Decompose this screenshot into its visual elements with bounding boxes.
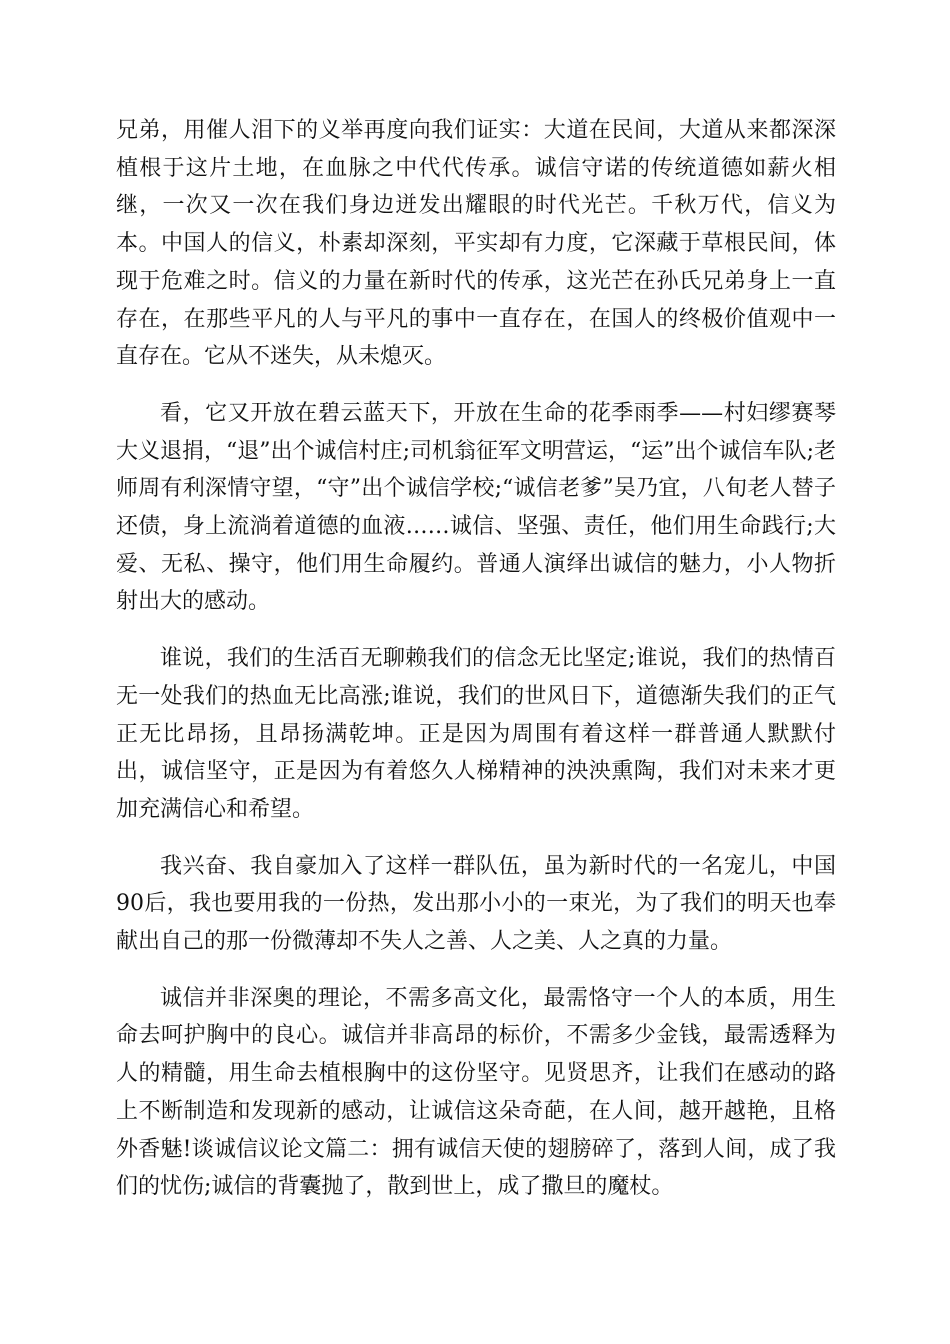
paragraph-5: 诚信并非深奥的理论，不需多高文化，最需恪守一个人的本质，用生命去呵护胸中的良心。诚信并非高昂的标价，不需多少金钱，最需透释为人的精髓，用生命去植根胸中的这份坚守。见贤思齐，让我们在感动的路上不断制造和发现新的感动，让诚信这朵奇葩，在人间，越开越艳，且格外香魅!谈诚信议论文篇二：拥有诚信天使的翅膀碎了，落到人间，成了我们的忧伤;诚信的背囊抛了，散到世上，成了撒旦的魔杖。 <box>116 985 836 1200</box>
paragraph-4: 我兴奋、我自豪加入了这样一群队伍，虽为新时代的一名宠儿，中国90后，我也要用我的一份热，发出那小小的一束光，为了我们的明天也奉献出自己的那一份微薄却不失人之善、人之美、人之真的力量。 <box>116 853 836 955</box>
paragraph-2: 看，它又开放在碧云蓝天下，开放在生命的花季雨季——村妇缪赛琴大义退捐，“退”出个诚信村庄;司机翁征军文明营运，“运”出个诚信车队;老师周有利深情守望，“守”出个诚信学校;“诚信老爹”吴乃宜，八旬老人替子还债，身上流淌着道德的血液……诚信、坚强、责任，他们用生命践行;大爱、无私、操守，他们用生命履约。普通人演绎出诚信的魅力，小人物折射出大的感动。 <box>116 400 836 615</box>
paragraph-1: 兄弟，用催人泪下的义举再度向我们证实：大道在民间，大道从来都深深植根于这片土地，在血脉之中代代传承。诚信守诺的传统道德如薪火相继，一次又一次在我们身边迸发出耀眼的时代光芒。千秋万代，信义为本。中国人的信义，朴素却深刻，平实却有力度，它深藏于草根民间，体现于危难之时。信义的力量在新时代的传承，这光芒在孙氏兄弟身上一直存在，在那些平凡的人与平凡的事中一直存在，在国人的终极价值观中一直存在。它从不迷失，从未熄灭。 <box>116 118 836 370</box>
paragraph-3: 谁说，我们的生活百无聊赖我们的信念无比坚定;谁说，我们的热情百无一处我们的热血无比高涨;谁说，我们的世风日下，道德渐失我们的正气正无比昂扬，且昂扬满乾坤。正是因为周围有着这样一群普通人默默付出，诚信坚守，正是因为有着悠久人梯精神的泱泱熏陶，我们对未来才更加充满信心和希望。 <box>116 646 836 822</box>
document-body <box>116 112 836 1225</box>
